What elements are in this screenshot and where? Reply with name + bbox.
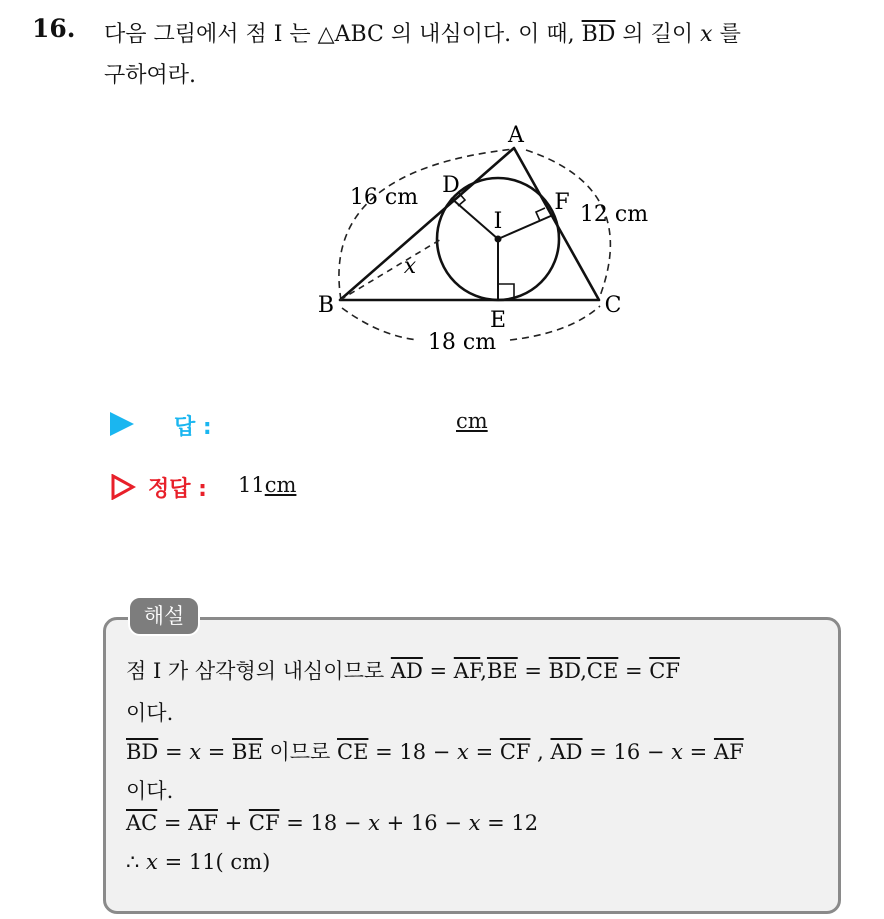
- explanation-line-3: $\overline{BD} = x = \overline{BE}$ 이므로 $\overline{CE} = 18 - x = \overline{CF}$ , $\overline{AD} = 16 - x = \overline{AF}$: [126, 740, 744, 764]
- length-ac: 12 cm: [579, 202, 649, 227]
- problem-number: 16.: [32, 14, 76, 43]
- var-x: x: [368, 811, 380, 835]
- correct-answer-label: 정답 :: [148, 477, 207, 502]
- seg-cf: $\overline{CF}$: [248, 811, 280, 835]
- seg-af: $\overline{AF}$: [188, 811, 218, 835]
- explanation-line-4: 이다.: [126, 779, 174, 803]
- incenter-point: [495, 236, 502, 243]
- explanation-line-5: $\overline{AC} = \overline{AF} + \overline{CF} = 18 - x + 16 - x = 12$: [126, 811, 539, 835]
- var-x: x: [468, 811, 481, 835]
- explanation-line-6: [126, 850, 270, 874]
- dashed-bi: [340, 238, 443, 300]
- seg-be: $\overline{BE}$: [486, 659, 518, 683]
- length-bc: 18 cm: [427, 330, 497, 355]
- answer-unit: cm: [456, 409, 488, 433]
- seg-bd: $\overline{BD}$: [126, 740, 159, 764]
- question-line-2: 구하여라.: [104, 63, 197, 88]
- ex-result: = 11( cm): [157, 850, 271, 874]
- ex-text: 이므로: [262, 740, 338, 764]
- seg-ac: $\overline{AC}$: [126, 811, 158, 835]
- question-line-1: [104, 17, 741, 48]
- var-x: x: [189, 740, 202, 764]
- label-b: B: [317, 293, 335, 318]
- segment-bd: $\overline{BD}$: [581, 22, 616, 47]
- var-x: x: [146, 850, 158, 874]
- seg-bd: $\overline{BD}$: [548, 659, 581, 683]
- correct-answer-value: [238, 473, 296, 497]
- question-text-a: 다음 그림에서 점 I 는 △ABC 의 내심이다. 이 때,: [104, 22, 582, 47]
- seg-ce: $\overline{CE}$: [586, 659, 619, 683]
- dashed-arc-bc-right: [510, 306, 600, 340]
- question-text-b: 의 길이: [615, 22, 701, 47]
- seg-be: $\overline{BE}$: [232, 740, 263, 764]
- therefore-symbol: ∴: [126, 850, 147, 874]
- length-ab: 16 cm: [349, 185, 419, 210]
- ex-expr: 18 −: [399, 740, 458, 764]
- seg-ad: $\overline{AD}$: [390, 659, 423, 683]
- label-x: x: [403, 254, 417, 279]
- seg-ce: $\overline{CE}$: [337, 740, 369, 764]
- seg-cf: $\overline{CF}$: [499, 740, 531, 764]
- correct-number: 11: [238, 473, 265, 497]
- var-x: x: [457, 740, 469, 764]
- explanation-line-2: 이다.: [126, 701, 174, 725]
- label-i: I: [493, 209, 503, 234]
- variable-x: x: [700, 22, 713, 47]
- ex-expr: = 12: [480, 811, 539, 835]
- explanation-tab: 해설: [128, 596, 200, 636]
- seg-ad: $\overline{AD}$: [550, 740, 583, 764]
- ex-expr: 18 −: [310, 811, 369, 835]
- label-e: E: [489, 308, 507, 333]
- radius-if: [498, 215, 553, 239]
- seg-af: $\overline{AF}$: [453, 659, 481, 683]
- question-text-c: 를: [712, 22, 741, 47]
- radius-id: [451, 198, 498, 239]
- answer-row: [110, 408, 530, 442]
- seg-cf: $\overline{CF}$: [649, 659, 680, 683]
- answer-label: 답 :: [174, 415, 212, 440]
- ex-expr: 16 −: [613, 740, 672, 764]
- ex-text: 점 I 가 삼각형의 내심이므로: [126, 659, 391, 683]
- play-arrow-icon: [110, 412, 134, 436]
- seg-af: $\overline{AF}$: [713, 740, 744, 764]
- label-d: D: [442, 173, 460, 198]
- triangle-incircle-figure: [300, 118, 660, 368]
- correct-unit: cm: [264, 473, 297, 497]
- var-x: x: [671, 740, 683, 764]
- explanation-line-1: 점 I 가 삼각형의 내심이므로 $\overline{AD} = \overline{AF},\overline{BE} = \overline{BD},\overline{CE} = \overline{CF}$: [126, 659, 680, 683]
- outline-arrow-icon: [110, 474, 136, 500]
- correct-answer-row: [110, 470, 530, 504]
- label-f: F: [554, 190, 570, 215]
- dashed-arc-bc: [342, 308, 418, 340]
- ex-expr: + 16 −: [380, 811, 469, 835]
- label-a: A: [508, 123, 524, 148]
- label-c: C: [604, 293, 622, 318]
